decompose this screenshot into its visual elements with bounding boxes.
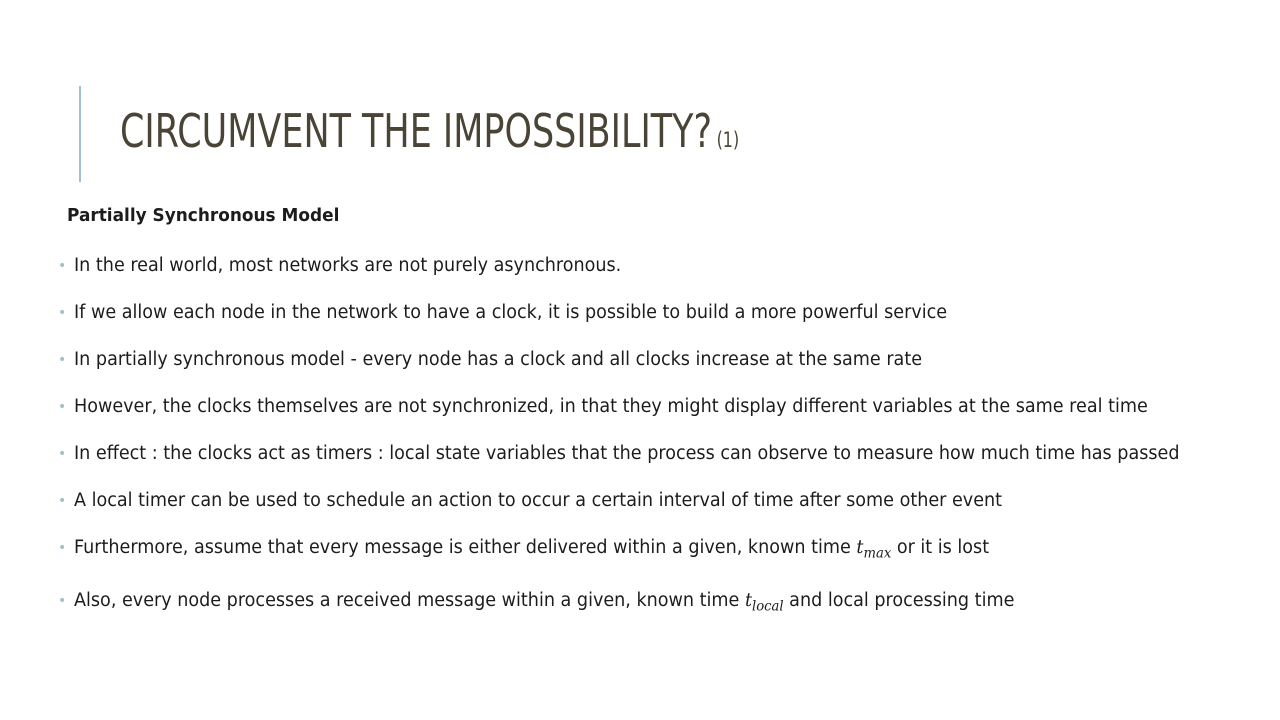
bullet-text: In effect : the clocks act as timers : local state variables that the process can observe to measure how much time has passed xyxy=(74,443,1180,464)
bullet-item xyxy=(56,393,1216,421)
bullet-dot-icon: • xyxy=(58,258,67,274)
math-subscript: max xyxy=(863,545,892,562)
bullet-text-after: or it is lost xyxy=(896,537,990,558)
bullet-item xyxy=(56,346,1216,374)
math-t-local xyxy=(744,589,784,615)
math-base: t xyxy=(744,589,753,611)
bullet-item xyxy=(56,440,1216,468)
bullet-dot-icon: • xyxy=(58,493,67,509)
slide-title-text: CIRCUMVENT THE IMPOSSIBILITY? xyxy=(120,104,713,158)
bullet-dot-icon: • xyxy=(58,446,67,462)
bullet-text: In partially synchronous model - every node has a clock and all clocks increase at the same rate xyxy=(74,349,923,370)
bullet-dot-icon: • xyxy=(58,399,67,415)
bullet-dot-icon: • xyxy=(58,305,67,321)
bullet-dot-icon: • xyxy=(58,592,67,609)
bullet-item xyxy=(56,587,1216,621)
bullet-text xyxy=(74,534,1195,568)
bullet-text-after: and local processing time xyxy=(789,589,1015,611)
bullet-dot-icon: • xyxy=(58,352,67,368)
bullet-text: A local timer can be used to schedule an action to occur a certain interval of time after some other event xyxy=(74,490,1003,511)
bullet-list xyxy=(56,252,1216,639)
bullet-text: However, the clocks themselves are not synchronized, in that they might display different variables at the same real time xyxy=(74,396,1148,417)
subheading: Partially Synchronous Model xyxy=(67,205,340,226)
bullet-item xyxy=(56,252,1216,280)
bullet-text: If we allow each node in the network to have a clock, it is possible to build a more powerful service xyxy=(74,302,948,323)
bullet-item xyxy=(56,534,1216,568)
slide-title-suffix: (1) xyxy=(716,128,740,152)
bullet-item xyxy=(56,487,1216,515)
bullet-item xyxy=(56,299,1216,327)
slide-title xyxy=(120,104,739,159)
math-t-max xyxy=(856,537,892,562)
bullet-text-before: Furthermore, assume that every message is either delivered within a given, known time xyxy=(74,537,851,558)
math-subscript: local xyxy=(752,598,784,615)
math-base: t xyxy=(856,537,864,558)
bullet-text: In the real world, most networks are not purely asynchronous. xyxy=(74,255,622,276)
bullet-text-before: Also, every node processes a received message within a given, known time xyxy=(74,589,740,611)
bullet-dot-icon: • xyxy=(58,540,67,556)
title-accent-bar xyxy=(79,86,81,182)
bullet-text xyxy=(74,587,1195,621)
